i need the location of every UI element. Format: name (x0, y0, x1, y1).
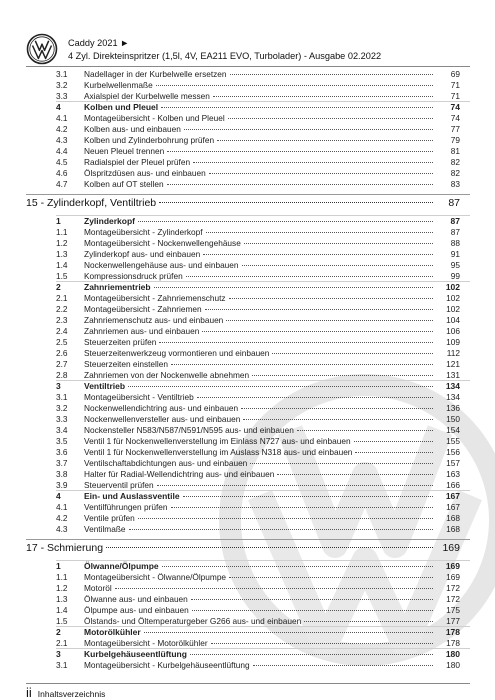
toc-entry-title: Zahnriementrieb (84, 282, 151, 292)
toc-entry-title: Radialspiel der Pleuel prüfen (84, 157, 191, 167)
toc-entry-title: Kolben aus- und einbauen (84, 124, 181, 134)
toc-entry-number: 4.6 (56, 168, 68, 178)
toc-entry-title: Axialspiel der Kurbelwelle messen (84, 91, 210, 101)
toc-dot-leader (157, 485, 433, 486)
toc-dot-leader (243, 419, 433, 420)
toc-entry-page: 95 (450, 260, 460, 270)
toc-entry-number: 4.2 (56, 124, 68, 134)
toc-dot-leader (230, 74, 433, 75)
toc-entry-page: 102 (446, 293, 460, 303)
toc-entry-title: Montageübersicht - Ölwanne/Ölpumpe (84, 572, 227, 582)
toc-entry-title: Ventilführungen prüfen (84, 502, 168, 512)
toc-dot-leader (202, 331, 433, 332)
toc-entry-title: Zylinderkopf (84, 216, 136, 226)
toc-entry-title: Nockenwellenversteller aus- und einbauen (84, 414, 241, 424)
toc-entry-number: 2.8 (56, 370, 68, 380)
toc-dot-leader (228, 118, 433, 119)
toc-entry-title: Neuen Pleuel trennen (84, 146, 165, 156)
toc-entry-number: 4.1 (56, 502, 68, 512)
toc-dot-leader (159, 342, 433, 343)
toc-entry-title: Steuerzeiten prüfen (84, 337, 157, 347)
toc-subsection-entry[interactable] (0, 238, 495, 249)
toc-entry-title: 15 - Zylinderkopf, Ventiltrieb (26, 197, 157, 209)
toc-entry-title: Nockenwellengehäuse aus- und einbauen (84, 260, 239, 270)
toc-entry-page: 175 (446, 605, 460, 615)
toc-entry-title: Kompressionsdruck prüfen (84, 271, 183, 281)
toc-entry-number: 4.1 (56, 113, 68, 123)
toc-entry-page: 168 (446, 513, 460, 523)
toc-entry-page: 106 (446, 326, 460, 336)
toc-subsection-entry[interactable] (0, 113, 495, 124)
toc-entry-page: 71 (450, 91, 460, 101)
toc-entry-page: 87 (448, 197, 460, 209)
toc-subsection-entry[interactable] (0, 249, 495, 260)
toc-chapter-entry[interactable] (0, 540, 495, 556)
toc-dot-leader (167, 151, 433, 152)
toc-entry-title: Montageübersicht - Motorölkühler (84, 638, 208, 648)
toc-dot-leader (106, 547, 433, 548)
toc-entry-page: 169 (442, 542, 460, 554)
toc-entry-page: 157 (446, 458, 460, 468)
footer-divider (26, 683, 470, 684)
toc-entry-number: 1.3 (56, 249, 68, 259)
toc-entry-page: 155 (446, 436, 460, 446)
toc-entry-page: 82 (450, 157, 460, 167)
toc-entry-title: 17 - Schmierung (26, 542, 104, 554)
toc-entry-title: Montageübersicht - Zahnriemen (84, 304, 202, 314)
toc-dot-leader (192, 610, 433, 611)
toc-subsection-entry[interactable] (0, 436, 495, 447)
toc-entry-number: 1.3 (56, 594, 68, 604)
toc-section-entry[interactable] (0, 649, 495, 660)
toc-entry-page: 102 (445, 282, 460, 292)
toc-entry-title: Zahnriemenschutz aus- und einbauen (84, 315, 224, 325)
toc-subsection-entry[interactable] (0, 146, 495, 157)
toc-entry-title: Ventile prüfen (84, 513, 135, 523)
toc-entry-title: Ein- und Auslassventile (84, 491, 180, 501)
toc-entry-page: 150 (446, 414, 460, 424)
toc-entry-title: Ventilschaftabdichtungen aus- und einbauen (84, 458, 248, 468)
toc-entry-title: Ölwanne/Ölpumpe (84, 561, 159, 571)
toc-subsection-entry[interactable] (0, 304, 495, 315)
toc-dot-leader (250, 463, 433, 464)
toc-entry-number: 2.5 (56, 337, 68, 347)
toc-entry-number: 2.1 (56, 293, 68, 303)
toc-entry-number: 2.1 (56, 638, 68, 648)
toc-subsection-entry[interactable] (0, 260, 495, 271)
toc-entry-page: 121 (446, 359, 460, 369)
toc-entry-page: 168 (446, 524, 460, 534)
toc-dot-leader (277, 474, 433, 475)
toc-entry-page: 87 (450, 216, 460, 226)
toc-entry-number: 3.5 (56, 436, 68, 446)
toc-entry-number: 3.1 (56, 392, 68, 402)
toc-subsection-entry[interactable] (0, 392, 495, 403)
toc-entry-number: 3.9 (56, 480, 68, 490)
toc-entry-page: 77 (450, 124, 460, 134)
toc-dot-leader (191, 599, 433, 600)
toc-entry-title: Montageübersicht - Kurbelgehäuseentlüftung (84, 660, 250, 670)
toc-entry-number: 2.7 (56, 359, 68, 369)
toc-section-entry[interactable] (0, 491, 495, 502)
toc-entry-title: Halter für Radial-Wellendichtring aus- und einbauen (84, 469, 275, 479)
toc-entry-page: 169 (445, 561, 460, 571)
toc-entry-number: 4.5 (56, 157, 68, 167)
toc-dot-leader (229, 577, 433, 578)
toc-subsection-entry[interactable] (0, 80, 495, 91)
toc-dot-leader (156, 85, 433, 86)
toc-entry-page: 131 (446, 370, 460, 380)
toc-dot-leader (354, 441, 433, 442)
toc-entry-page: 104 (446, 315, 460, 325)
toc-subsection-entry[interactable] (0, 135, 495, 146)
toc-entry-number: 2 (56, 627, 61, 637)
toc-entry-number: 1.5 (56, 616, 68, 626)
toc-entry-title: Ölpumpe aus- und einbauen (84, 605, 189, 615)
toc-entry-title: Steuerzeitenwerkzeug vormontieren und einbauen (84, 348, 270, 358)
toc-dot-leader (304, 621, 433, 622)
toc-subsection-entry[interactable] (0, 513, 495, 524)
toc-entry-page: 99 (450, 271, 460, 281)
footer-label: Inhaltsverzeichnis (37, 689, 106, 699)
toc-entry-number: 3.3 (56, 91, 68, 101)
toc-subsection-entry[interactable] (0, 179, 495, 190)
toc-entry-page: 177 (446, 616, 460, 626)
toc-entry-title: Kurbelgehäuseentlüftung (84, 649, 187, 659)
toc-entry-number: 2.2 (56, 304, 68, 314)
toc-entry-title: Montageübersicht - Zylinderkopf (84, 227, 203, 237)
toc-subsection-entry[interactable] (0, 502, 495, 513)
toc-subsection-entry[interactable] (0, 124, 495, 135)
toc-entry-number: 4.3 (56, 524, 68, 534)
toc-dot-leader (213, 96, 433, 97)
toc-entry-page: 180 (445, 649, 460, 659)
toc-entry-page: 112 (446, 348, 460, 358)
toc-dot-leader (244, 243, 433, 244)
toc-entry-number: 1.2 (56, 583, 68, 593)
toc-entry-page: 172 (446, 594, 460, 604)
toc-subsection-entry[interactable] (0, 594, 495, 605)
toc-dot-leader (167, 184, 433, 185)
toc-entry-page: 154 (446, 425, 460, 435)
toc-entry-number: 2.4 (56, 326, 68, 336)
toc-dot-leader (129, 529, 433, 530)
toc-dot-leader (171, 507, 434, 508)
header-engine-edition: 4 Zyl. Direkteinspritzer (1,5l, 4V, EA211 EVO, Turbolader) - Ausgabe 02.2022 (68, 50, 382, 61)
toc-subsection-entry[interactable] (0, 326, 495, 337)
toc-dot-leader (203, 254, 433, 255)
toc-entry-page: 81 (450, 146, 460, 156)
toc-entry-number: 1.5 (56, 271, 68, 281)
toc-entry-title: Montageübersicht - Kolben und Pleuel (84, 113, 225, 123)
toc-dot-leader (183, 496, 433, 497)
toc-entry-page: 167 (446, 502, 460, 512)
toc-subsection-entry[interactable] (0, 315, 495, 326)
toc-dot-leader (297, 430, 433, 431)
toc-entry-number: 2.3 (56, 315, 68, 325)
toc-entry-title: Zylinderkopf aus- und einbauen (84, 249, 201, 259)
toc-entry-number: 2.6 (56, 348, 68, 358)
toc-entry-title: Ölwanne aus- und einbauen (84, 594, 188, 604)
toc-entry-title: Kolben und Pleuel (84, 102, 159, 112)
toc-entry-title: Motorölkühler (84, 627, 141, 637)
toc-dot-leader (161, 107, 433, 108)
toc-entry-number: 1 (56, 561, 61, 571)
toc-entry-number: 1.1 (56, 227, 68, 237)
toc-dot-leader (162, 566, 433, 567)
toc-entry-title: Steuerzeiten einstellen (84, 359, 168, 369)
toc-dot-leader (272, 353, 433, 354)
toc-dot-leader (242, 265, 433, 266)
toc-entry-number: 1.4 (56, 260, 68, 270)
toc-subsection-entry[interactable] (0, 572, 495, 583)
toc-section-entry[interactable] (0, 627, 495, 638)
toc-chapter-entry[interactable] (0, 195, 495, 211)
toc-subsection-entry[interactable] (0, 69, 495, 80)
toc-entry-number: 3.4 (56, 425, 68, 435)
toc-dot-leader (211, 643, 433, 644)
toc-section-entry[interactable] (0, 381, 495, 392)
toc-dot-leader (206, 232, 433, 233)
toc-entry-page: 83 (450, 179, 460, 189)
toc-entry-title: Motoröl (84, 583, 112, 593)
toc-dot-leader (186, 276, 433, 277)
toc-entry-number: 3.3 (56, 414, 68, 424)
toc-entry-title: Ventil 1 für Nockenwellenverstellung im Einlass N727 aus- und einbauen (84, 436, 351, 446)
page-footer (26, 685, 105, 700)
toc-subsection-entry[interactable] (0, 469, 495, 480)
toc-entry-number: 1.4 (56, 605, 68, 615)
toc-dot-leader (209, 173, 433, 174)
toc-entry-page: 71 (450, 80, 460, 90)
toc-entry-number: 3 (56, 381, 61, 391)
toc-subsection-entry[interactable] (0, 337, 495, 348)
toc-section-entry[interactable] (0, 102, 495, 113)
toc-entry-number: 3.1 (56, 69, 68, 79)
toc-dot-leader (115, 588, 433, 589)
header-model: Caddy 2021 ► (68, 38, 130, 48)
toc-dot-leader (226, 320, 433, 321)
toc-entry-number: 3.8 (56, 469, 68, 479)
toc-entry-number: 3.1 (56, 660, 68, 670)
toc-entry-number: 1.1 (56, 572, 68, 582)
toc-entry-title: Montageübersicht - Ventiltrieb (84, 392, 194, 402)
toc-subsection-entry[interactable] (0, 458, 495, 469)
toc-entry-page: 166 (446, 480, 460, 490)
toc-entry-title: Kolben auf OT stellen (84, 179, 164, 189)
toc-entry-number: 4.3 (56, 135, 68, 145)
toc-entry-page: 167 (445, 491, 460, 501)
toc-entry-number: 1.2 (56, 238, 68, 248)
toc-entry-page: 178 (446, 638, 460, 648)
toc-subsection-entry[interactable] (0, 403, 495, 414)
toc-entry-page: 136 (446, 403, 460, 413)
toc-entry-title: Ventil 1 für Nockenwellenverstellung im Auslass N318 aus- und einbauen (84, 447, 353, 457)
toc-entry-number: 3.6 (56, 447, 68, 457)
toc-subsection-entry[interactable] (0, 168, 495, 179)
toc-entry-number: 3.2 (56, 80, 68, 90)
toc-entry-page: 169 (446, 572, 460, 582)
toc-entry-title: Kolben und Zylinderbohrung prüfen (84, 135, 215, 145)
toc-entry-number: 1 (56, 216, 61, 226)
toc-entry-number: 4.7 (56, 179, 68, 189)
toc-entry-title: Ventiltrieb (84, 381, 126, 391)
toc-entry-title: Nadellager in der Kurbelwelle ersetzen (84, 69, 227, 79)
toc-section-entry[interactable] (0, 561, 495, 572)
toc-entry-page: 134 (446, 392, 460, 402)
toc-entry-page: 87 (450, 227, 460, 237)
toc-entry-title: Ölspritzdüsen aus- und einbauen (84, 168, 206, 178)
footer-page-number: ii (26, 685, 32, 700)
toc-entry-title: Montageübersicht - Nockenwellengehäuse (84, 238, 241, 248)
toc-entry-title: Kurbelwellenmaße (84, 80, 153, 90)
toc-dot-leader (154, 287, 433, 288)
toc-entry-page: 82 (450, 168, 460, 178)
toc-section-entry[interactable] (0, 282, 495, 293)
toc-entry-title: Ventilmaße (84, 524, 126, 534)
toc-dot-leader (144, 632, 433, 633)
toc-subsection-entry[interactable] (0, 583, 495, 594)
toc-entry-page: 74 (450, 102, 460, 112)
toc-entry-number: 2 (56, 282, 61, 292)
toc-entry-title: Nockenwellendichtring aus- und einbauen (84, 403, 239, 413)
toc-dot-leader (229, 298, 433, 299)
toc-dot-leader (252, 375, 433, 376)
toc-dot-leader (355, 452, 433, 453)
toc-entry-page: 163 (446, 469, 460, 479)
toc-subsection-entry[interactable] (0, 359, 495, 370)
document-header (68, 37, 381, 62)
toc-entry-number: 4.4 (56, 146, 68, 156)
toc-subsection-entry[interactable] (0, 157, 495, 168)
toc-entry-page: 88 (450, 238, 460, 248)
toc-entry-title: Steuerventil prüfen (84, 480, 154, 490)
toc-entry-page: 79 (450, 135, 460, 145)
toc-entry-number: 4.2 (56, 513, 68, 523)
toc-subsection-entry[interactable] (0, 293, 495, 304)
toc-entry-page: 178 (445, 627, 460, 637)
toc-entry-page: 74 (450, 113, 460, 123)
toc-entry-title: Ölstands- und Öltemperaturgeber G266 aus- und einbauen (84, 616, 302, 626)
toc-entry-title: Montageübersicht - Zahnriemenschutz (84, 293, 226, 303)
toc-dot-leader (138, 518, 433, 519)
toc-entry-title: Zahnriemen aus- und einbauen (84, 326, 200, 336)
toc-entry-page: 156 (446, 447, 460, 457)
toc-subsection-entry[interactable] (0, 605, 495, 616)
toc-entry-title: Zahnriemen von der Nockenwelle abnehmen (84, 370, 250, 380)
toc-entry-page: 172 (446, 583, 460, 593)
toc-dot-leader (138, 221, 433, 222)
toc-entry-number: 3.7 (56, 458, 68, 468)
toc-entry-page: 102 (446, 304, 460, 314)
toc-dot-leader (128, 386, 433, 387)
toc-section-entry[interactable] (0, 216, 495, 227)
toc-dot-leader (171, 364, 433, 365)
toc-subsection-entry[interactable] (0, 425, 495, 436)
vw-logo-icon (26, 33, 58, 65)
toc-subsection-entry[interactable] (0, 227, 495, 238)
toc-dot-leader (253, 665, 433, 666)
toc-entry-number: 4 (56, 102, 61, 112)
toc-entry-title: Nockensteller N583/N587/N591/N595 aus- und einbauen (84, 425, 294, 435)
toc-dot-leader (190, 654, 433, 655)
toc-entry-page: 109 (446, 337, 460, 347)
toc-dot-leader (184, 129, 433, 130)
toc-entry-number: 4 (56, 491, 61, 501)
header-divider (26, 66, 470, 67)
toc-subsection-entry[interactable] (0, 524, 495, 535)
toc-subsection-entry[interactable] (0, 348, 495, 359)
toc-subsection-entry[interactable] (0, 414, 495, 425)
toc-dot-leader (205, 309, 433, 310)
toc-entry-page: 180 (446, 660, 460, 670)
toc-entry-page: 134 (445, 381, 460, 391)
toc-entry-page: 69 (450, 69, 460, 79)
toc-dot-leader (159, 202, 433, 203)
toc-dot-leader (217, 140, 433, 141)
toc-dot-leader (197, 397, 433, 398)
toc-entry-page: 91 (450, 249, 460, 259)
toc-entry-number: 3 (56, 649, 61, 659)
toc-subsection-entry[interactable] (0, 660, 495, 671)
toc-entry-number: 3.2 (56, 403, 68, 413)
toc-subsection-entry[interactable] (0, 447, 495, 458)
toc-dot-leader (241, 408, 433, 409)
toc-dot-leader (193, 162, 433, 163)
